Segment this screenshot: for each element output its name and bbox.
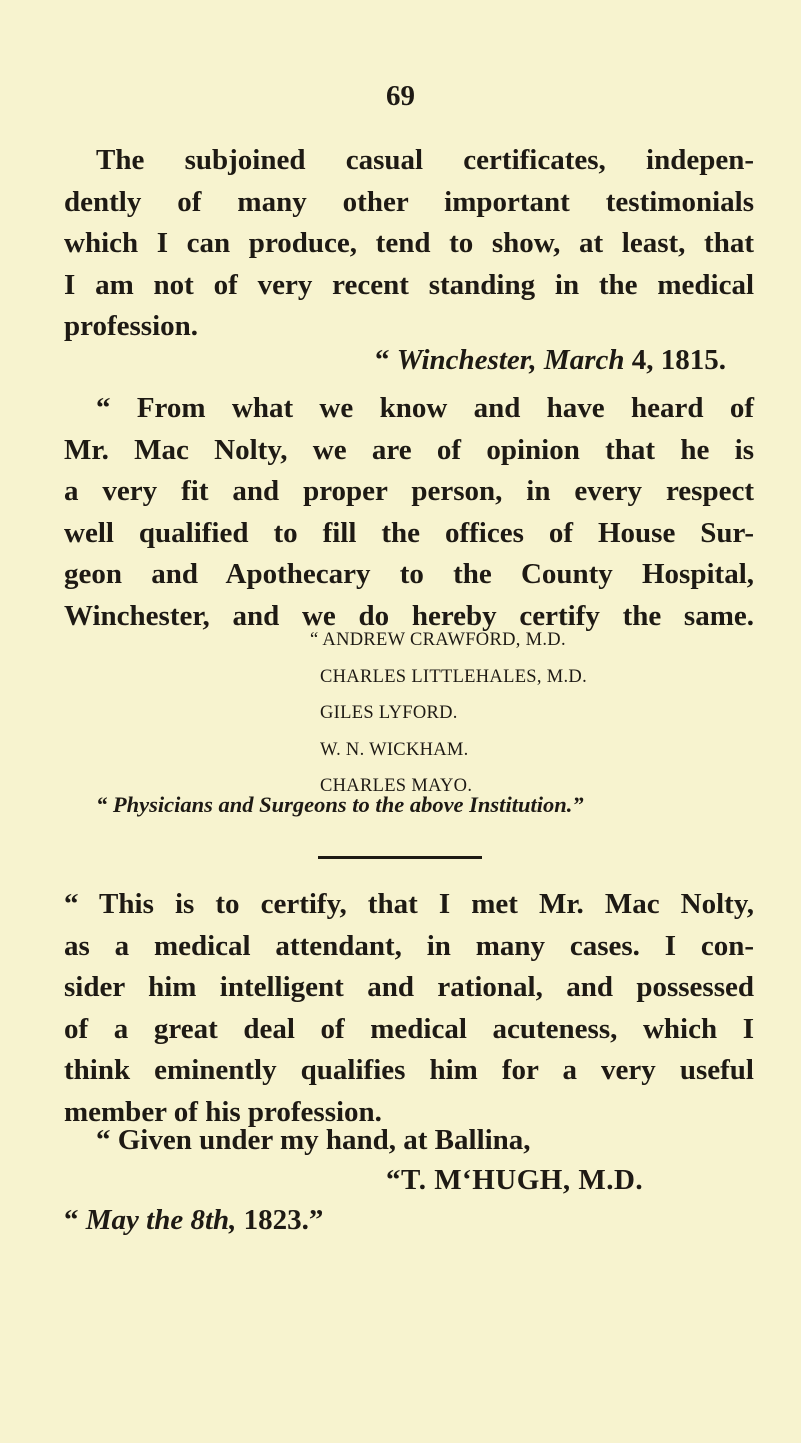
- intro-paragraph: [64, 140, 754, 348]
- cert2-line: member of his profession.: [64, 1095, 382, 1128]
- cert2-line: of a great deal of medical acuteness, which I: [64, 1012, 754, 1045]
- certificate-1-body: [64, 388, 754, 637]
- page-number: 69: [386, 80, 415, 112]
- cert1-line: Winchester, and we do hereby certify the same.: [64, 599, 754, 632]
- date-text: 4, 1815.: [631, 344, 726, 376]
- intro-line: which I can produce, tend to show, at least, that: [64, 227, 754, 259]
- section-divider: [318, 856, 482, 859]
- cert2-line: as a medical attendant, in many cases. I con-: [64, 929, 754, 962]
- intro-line: The subjoined casual certificates, indepen-: [96, 144, 754, 176]
- intro-line: I am not of very recent standing in the medical: [64, 268, 754, 301]
- intro-line: dently of many other important testimonials: [64, 185, 754, 218]
- certificate-1-place-date: [64, 344, 754, 377]
- cert1-line: a very fit and proper person, in every respect: [64, 475, 754, 507]
- signatory: W. N. WICKHAM.: [320, 739, 469, 760]
- certificate-2-body: [64, 884, 754, 1133]
- cert2-line: think eminently qualifies him for a very useful: [64, 1054, 754, 1086]
- date-year: 1823.”: [243, 1204, 324, 1236]
- cert1-line: Mr. Mac Nolty, we are of opinion that he is: [64, 433, 754, 466]
- signatories-caption: “ Physicians and Surgeons to the above Institution.”: [96, 792, 584, 817]
- certificate-2-date: [64, 1204, 323, 1237]
- given-line: “ Given under my hand, at Ballina,: [96, 1124, 531, 1156]
- open-quote: “: [64, 1204, 79, 1236]
- signatory: GILES LYFORD.: [320, 703, 458, 723]
- cert1-line: “ From what we know and have heard of: [96, 392, 754, 424]
- cert2-line: sider him intelligent and rational, and possessed: [64, 971, 754, 1003]
- signer-name: “T. M‘HUGH, M.D.: [386, 1164, 644, 1196]
- cert2-line: “ This is to certify, that I met Mr. Mac Nolty,: [64, 888, 754, 920]
- signatory: CHARLES LITTLEHALES, M.D.: [320, 666, 587, 687]
- signatory: CHARLES MAYO.: [320, 776, 473, 796]
- cert1-line: geon and Apothecary to the County Hospital,: [64, 558, 754, 590]
- intro-line: profession.: [64, 310, 199, 342]
- cert1-line: well qualified to fill the offices of House Sur-: [64, 516, 754, 549]
- date-text: May the 8th,: [85, 1204, 237, 1236]
- open-quote: “: [375, 344, 390, 376]
- signatory: “ ANDREW CRAWFORD, M.D.: [310, 630, 566, 650]
- place-name: Winchester, March: [396, 344, 625, 376]
- signatory-list: [310, 622, 587, 805]
